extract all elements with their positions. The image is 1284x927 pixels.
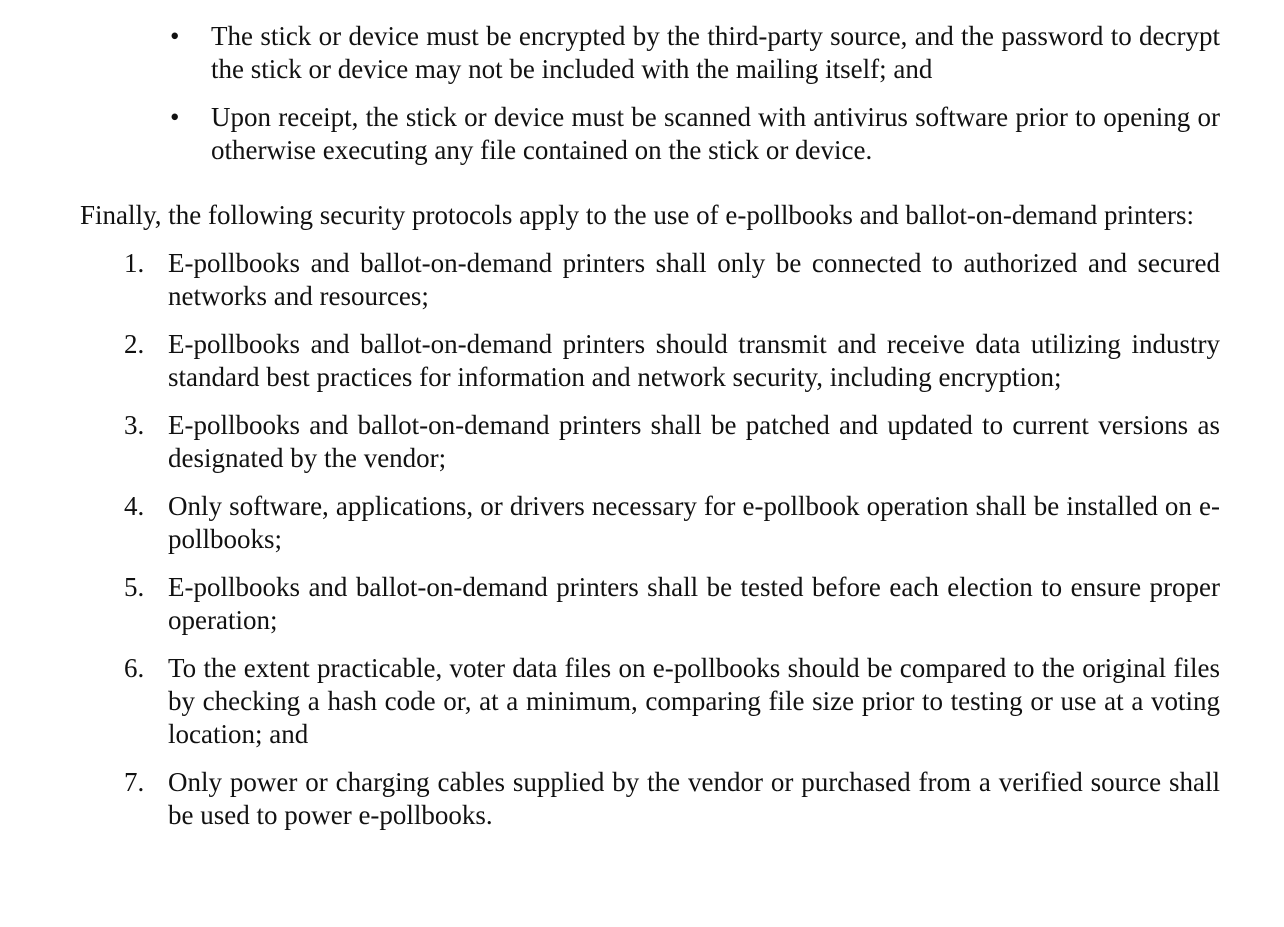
bullet-marker: • <box>170 102 180 132</box>
item-text: Only software, applications, or drivers necessary for e-pollbook operation shall be installed on e-pollbooks; <box>168 491 1220 554</box>
item-number: 1. <box>124 248 145 278</box>
bullet-marker: • <box>170 21 180 51</box>
bullet-text: The stick or device must be encrypted by the third-party source, and the password to decrypt the stick or device may not be included with the mailing itself; and <box>211 21 1220 84</box>
item-number: 5. <box>124 572 145 602</box>
numbered-item <box>80 652 1220 751</box>
item-text: To the extent practicable, voter data files on e-pollbooks should be compared to the original files by checking a hash code or, at a minimum, comparing file size prior to testing or use at a voting location; and <box>168 653 1220 749</box>
bullet-list <box>80 20 1220 167</box>
numbered-list <box>80 247 1220 832</box>
item-text: E-pollbooks and ballot-on-demand printers shall be patched and updated to current versions as designated by the vendor; <box>168 410 1220 473</box>
numbered-item <box>80 490 1220 556</box>
numbered-item <box>80 766 1220 832</box>
numbered-item <box>80 328 1220 394</box>
item-text: E-pollbooks and ballot-on-demand printers should transmit and receive data utilizing industry standard best practices for information and network security, including encryption; <box>168 329 1220 392</box>
item-text: E-pollbooks and ballot-on-demand printers shall only be connected to authorized and secured networks and resources; <box>168 248 1220 311</box>
numbered-item <box>80 571 1220 637</box>
intro-paragraph: Finally, the following security protocols apply to the use of e-pollbooks and ballot-on-demand printers: <box>80 200 1195 230</box>
numbered-item <box>80 247 1220 313</box>
item-number: 3. <box>124 410 145 440</box>
document-page <box>80 20 1220 847</box>
numbered-item <box>80 409 1220 475</box>
bullet-text: Upon receipt, the stick or device must be scanned with antivirus software prior to opening or otherwise executing any file contained on the stick or device. <box>211 102 1220 165</box>
item-number: 2. <box>124 329 145 359</box>
item-text: Only power or charging cables supplied by the vendor or purchased from a verified source shall be used to power e-pollbooks. <box>168 767 1220 830</box>
item-number: 7. <box>124 767 145 797</box>
item-text: E-pollbooks and ballot-on-demand printers shall be tested before each election to ensure proper operation; <box>168 572 1220 635</box>
item-number: 4. <box>124 491 145 521</box>
bullet-item <box>80 20 1220 86</box>
bullet-item <box>80 101 1220 167</box>
item-number: 6. <box>124 653 145 683</box>
